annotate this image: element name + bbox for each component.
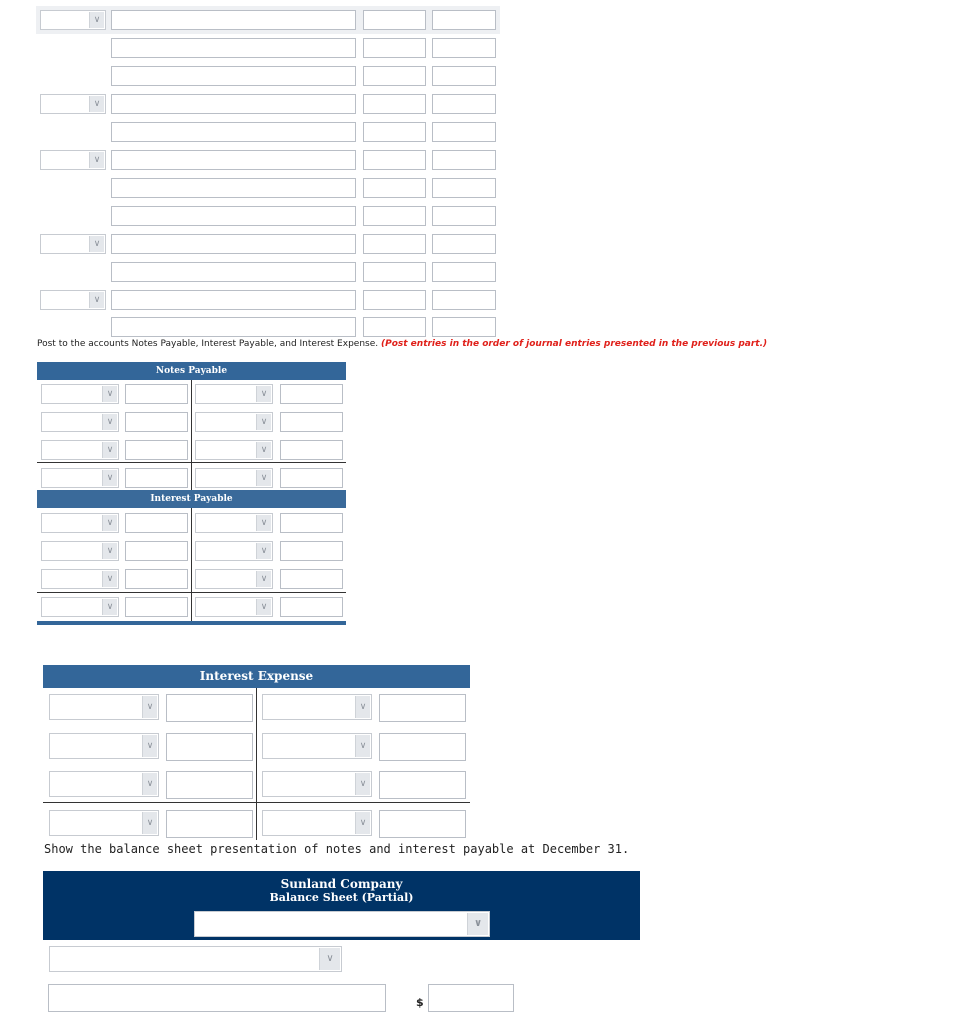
chevron-down-icon: ∨ <box>89 12 104 28</box>
journal-debit-input[interactable] <box>363 66 426 86</box>
interest-expense-credit-date-select[interactable] <box>262 771 372 797</box>
journal-date-select[interactable] <box>40 290 106 310</box>
chevron-down-icon: ∨ <box>355 812 370 834</box>
interest-expense-credit-date-select[interactable] <box>262 810 372 836</box>
chevron-down-icon: ∨ <box>102 515 117 531</box>
journal-debit-input[interactable] <box>363 178 426 198</box>
interest-payable-footer <box>37 621 346 625</box>
currency-symbol: $ <box>416 996 424 1009</box>
journal-debit-input[interactable] <box>363 38 426 58</box>
journal-account-input[interactable] <box>111 66 356 86</box>
interest-payable-debit-amount-input[interactable] <box>125 569 188 589</box>
journal-credit-input[interactable] <box>432 290 496 310</box>
interest-payable-credit-amount-input[interactable] <box>280 513 343 533</box>
balance-sheet-account-input[interactable] <box>48 984 386 1012</box>
interest-expense-credit-amount-input[interactable] <box>379 810 466 838</box>
journal-credit-input[interactable] <box>432 38 496 58</box>
chevron-down-icon: ∨ <box>256 386 271 402</box>
chevron-down-icon: ∨ <box>256 442 271 458</box>
journal-account-input[interactable] <box>111 150 356 170</box>
interest-payable-divider <box>191 508 192 622</box>
interest-payable-credit-date-select[interactable] <box>195 597 273 617</box>
chevron-down-icon: ∨ <box>142 735 157 757</box>
interest-expense-title: Interest Expense <box>199 669 314 683</box>
chevron-down-icon: ∨ <box>256 515 271 531</box>
balance-sheet-section-select[interactable] <box>49 946 342 972</box>
journal-credit-input[interactable] <box>432 317 496 337</box>
journal-account-input[interactable] <box>111 122 356 142</box>
chevron-down-icon: ∨ <box>142 696 157 718</box>
chevron-down-icon: ∨ <box>89 292 104 308</box>
chevron-down-icon: ∨ <box>142 812 157 834</box>
chevron-down-icon: ∨ <box>256 599 271 615</box>
journal-debit-input[interactable] <box>363 262 426 282</box>
interest-payable-title: Interest Payable <box>150 494 233 504</box>
interest-payable-balance-line <box>37 592 346 593</box>
chevron-down-icon: ∨ <box>142 773 157 795</box>
interest-payable-credit-date-select[interactable] <box>195 569 273 589</box>
chevron-down-icon: ∨ <box>467 913 488 935</box>
journal-credit-input[interactable] <box>432 66 496 86</box>
chevron-down-icon: ∨ <box>102 543 117 559</box>
interest-expense-credit-date-select[interactable] <box>262 733 372 759</box>
chevron-down-icon: ∨ <box>102 386 117 402</box>
journal-account-input[interactable] <box>111 38 356 58</box>
journal-debit-input[interactable] <box>363 317 426 337</box>
notes-payable-debit-date-select[interactable] <box>41 384 119 404</box>
journal-account-input[interactable] <box>111 10 356 30</box>
journal-credit-input[interactable] <box>432 10 496 30</box>
interest-expense-debit-amount-input[interactable] <box>166 771 253 799</box>
interest-payable-credit-amount-input[interactable] <box>280 597 343 617</box>
journal-debit-input[interactable] <box>363 10 426 30</box>
interest-payable-debit-date-select[interactable] <box>41 513 119 533</box>
interest-expense-credit-amount-input[interactable] <box>379 771 466 799</box>
notes-payable-debit-amount-input[interactable] <box>125 412 188 432</box>
interest-expense-credit-date-select[interactable] <box>262 694 372 720</box>
journal-debit-input[interactable] <box>363 94 426 114</box>
journal-account-input[interactable] <box>111 94 356 114</box>
interest-expense-debit-date-select[interactable] <box>49 694 159 720</box>
journal-date-select[interactable] <box>40 150 106 170</box>
balance-sheet-header <box>43 871 640 940</box>
chevron-down-icon: ∨ <box>256 414 271 430</box>
chevron-down-icon: ∨ <box>102 470 117 486</box>
chevron-down-icon: ∨ <box>102 599 117 615</box>
interest-payable-debit-date-select[interactable] <box>41 569 119 589</box>
journal-debit-input[interactable] <box>363 150 426 170</box>
interest-expense-credit-amount-input[interactable] <box>379 733 466 761</box>
chevron-down-icon: ∨ <box>102 571 117 587</box>
interest-payable-debit-date-select[interactable] <box>41 541 119 561</box>
journal-credit-input[interactable] <box>432 262 496 282</box>
interest-payable-debit-amount-input[interactable] <box>125 597 188 617</box>
journal-debit-input[interactable] <box>363 122 426 142</box>
balance-sheet-date-select[interactable] <box>194 911 490 937</box>
posting-instruction-note: (Post entries in the order of journal entries presented in the previous part.) <box>381 339 768 349</box>
journal-credit-input[interactable] <box>432 122 496 142</box>
journal-account-input[interactable] <box>111 178 356 198</box>
interest-payable-credit-amount-input[interactable] <box>280 541 343 561</box>
balance-sheet-instruction: Show the balance sheet presentation of notes and interest payable at December 31. <box>44 842 630 856</box>
notes-payable-credit-date-select[interactable] <box>195 412 273 432</box>
notes-payable-credit-amount-input[interactable] <box>280 468 343 488</box>
interest-payable-debit-amount-input[interactable] <box>125 541 188 561</box>
chevron-down-icon: ∨ <box>256 543 271 559</box>
interest-expense-header <box>43 665 470 688</box>
notes-payable-debit-date-select[interactable] <box>41 412 119 432</box>
journal-debit-input[interactable] <box>363 234 426 254</box>
notes-payable-header <box>37 362 346 380</box>
journal-credit-input[interactable] <box>432 234 496 254</box>
chevron-down-icon: ∨ <box>256 470 271 486</box>
notes-payable-credit-date-select[interactable] <box>195 384 273 404</box>
notes-payable-debit-date-select[interactable] <box>41 468 119 488</box>
journal-date-select[interactable] <box>40 234 106 254</box>
chevron-down-icon: ∨ <box>355 696 370 718</box>
interest-expense-debit-amount-input[interactable] <box>166 694 253 722</box>
notes-payable-credit-amount-input[interactable] <box>280 412 343 432</box>
notes-payable-credit-date-select[interactable] <box>195 468 273 488</box>
interest-expense-debit-date-select[interactable] <box>49 771 159 797</box>
chevron-down-icon: ∨ <box>102 414 117 430</box>
notes-payable-debit-amount-input[interactable] <box>125 384 188 404</box>
chevron-down-icon: ∨ <box>319 948 340 970</box>
chevron-down-icon: ∨ <box>355 773 370 795</box>
journal-credit-input[interactable] <box>432 94 496 114</box>
notes-payable-title: Notes Payable <box>155 366 228 376</box>
chevron-down-icon: ∨ <box>102 442 117 458</box>
chevron-down-icon: ∨ <box>256 571 271 587</box>
interest-expense-balance-line <box>43 802 470 803</box>
notes-payable-credit-amount-input[interactable] <box>280 440 343 460</box>
chevron-down-icon: ∨ <box>355 735 370 757</box>
interest-expense-credit-amount-input[interactable] <box>379 694 466 722</box>
balance-sheet-amount-input[interactable] <box>428 984 514 1012</box>
notes-payable-divider <box>191 380 192 490</box>
chevron-down-icon: ∨ <box>89 96 104 112</box>
notes-payable-debit-date-select[interactable] <box>41 440 119 460</box>
statement-title: Balance Sheet (Partial) <box>269 891 414 904</box>
journal-credit-input[interactable] <box>432 150 496 170</box>
journal-credit-input[interactable] <box>432 206 496 226</box>
journal-date-select[interactable] <box>40 10 106 30</box>
journal-credit-input[interactable] <box>432 178 496 198</box>
interest-expense-debit-date-select[interactable] <box>49 810 159 836</box>
company-name: Sunland Company <box>280 877 403 891</box>
journal-account-input[interactable] <box>111 234 356 254</box>
notes-payable-debit-amount-input[interactable] <box>125 440 188 460</box>
posting-instruction-text: Post to the accounts Notes Payable, Interest Payable, and Interest Expense. <box>37 339 379 349</box>
notes-payable-credit-date-select[interactable] <box>195 440 273 460</box>
interest-expense-debit-date-select[interactable] <box>49 733 159 759</box>
notes-payable-credit-amount-input[interactable] <box>280 384 343 404</box>
journal-debit-input[interactable] <box>363 206 426 226</box>
journal-account-input[interactable] <box>111 262 356 282</box>
interest-payable-credit-date-select[interactable] <box>195 513 273 533</box>
interest-expense-divider <box>256 688 257 840</box>
interest-payable-header <box>37 490 346 508</box>
notes-payable-debit-amount-input[interactable] <box>125 468 188 488</box>
journal-date-select[interactable] <box>40 94 106 114</box>
journal-account-input[interactable] <box>111 290 356 310</box>
journal-account-input[interactable] <box>111 317 356 337</box>
chevron-down-icon: ∨ <box>89 152 104 168</box>
notes-payable-balance-line <box>37 462 346 463</box>
journal-debit-input[interactable] <box>363 290 426 310</box>
interest-expense-debit-amount-input[interactable] <box>166 810 253 838</box>
journal-account-input[interactable] <box>111 206 356 226</box>
posting-instruction <box>37 339 767 349</box>
chevron-down-icon: ∨ <box>89 236 104 252</box>
interest-payable-credit-date-select[interactable] <box>195 541 273 561</box>
interest-expense-debit-amount-input[interactable] <box>166 733 253 761</box>
interest-payable-debit-amount-input[interactable] <box>125 513 188 533</box>
interest-payable-credit-amount-input[interactable] <box>280 569 343 589</box>
interest-payable-debit-date-select[interactable] <box>41 597 119 617</box>
